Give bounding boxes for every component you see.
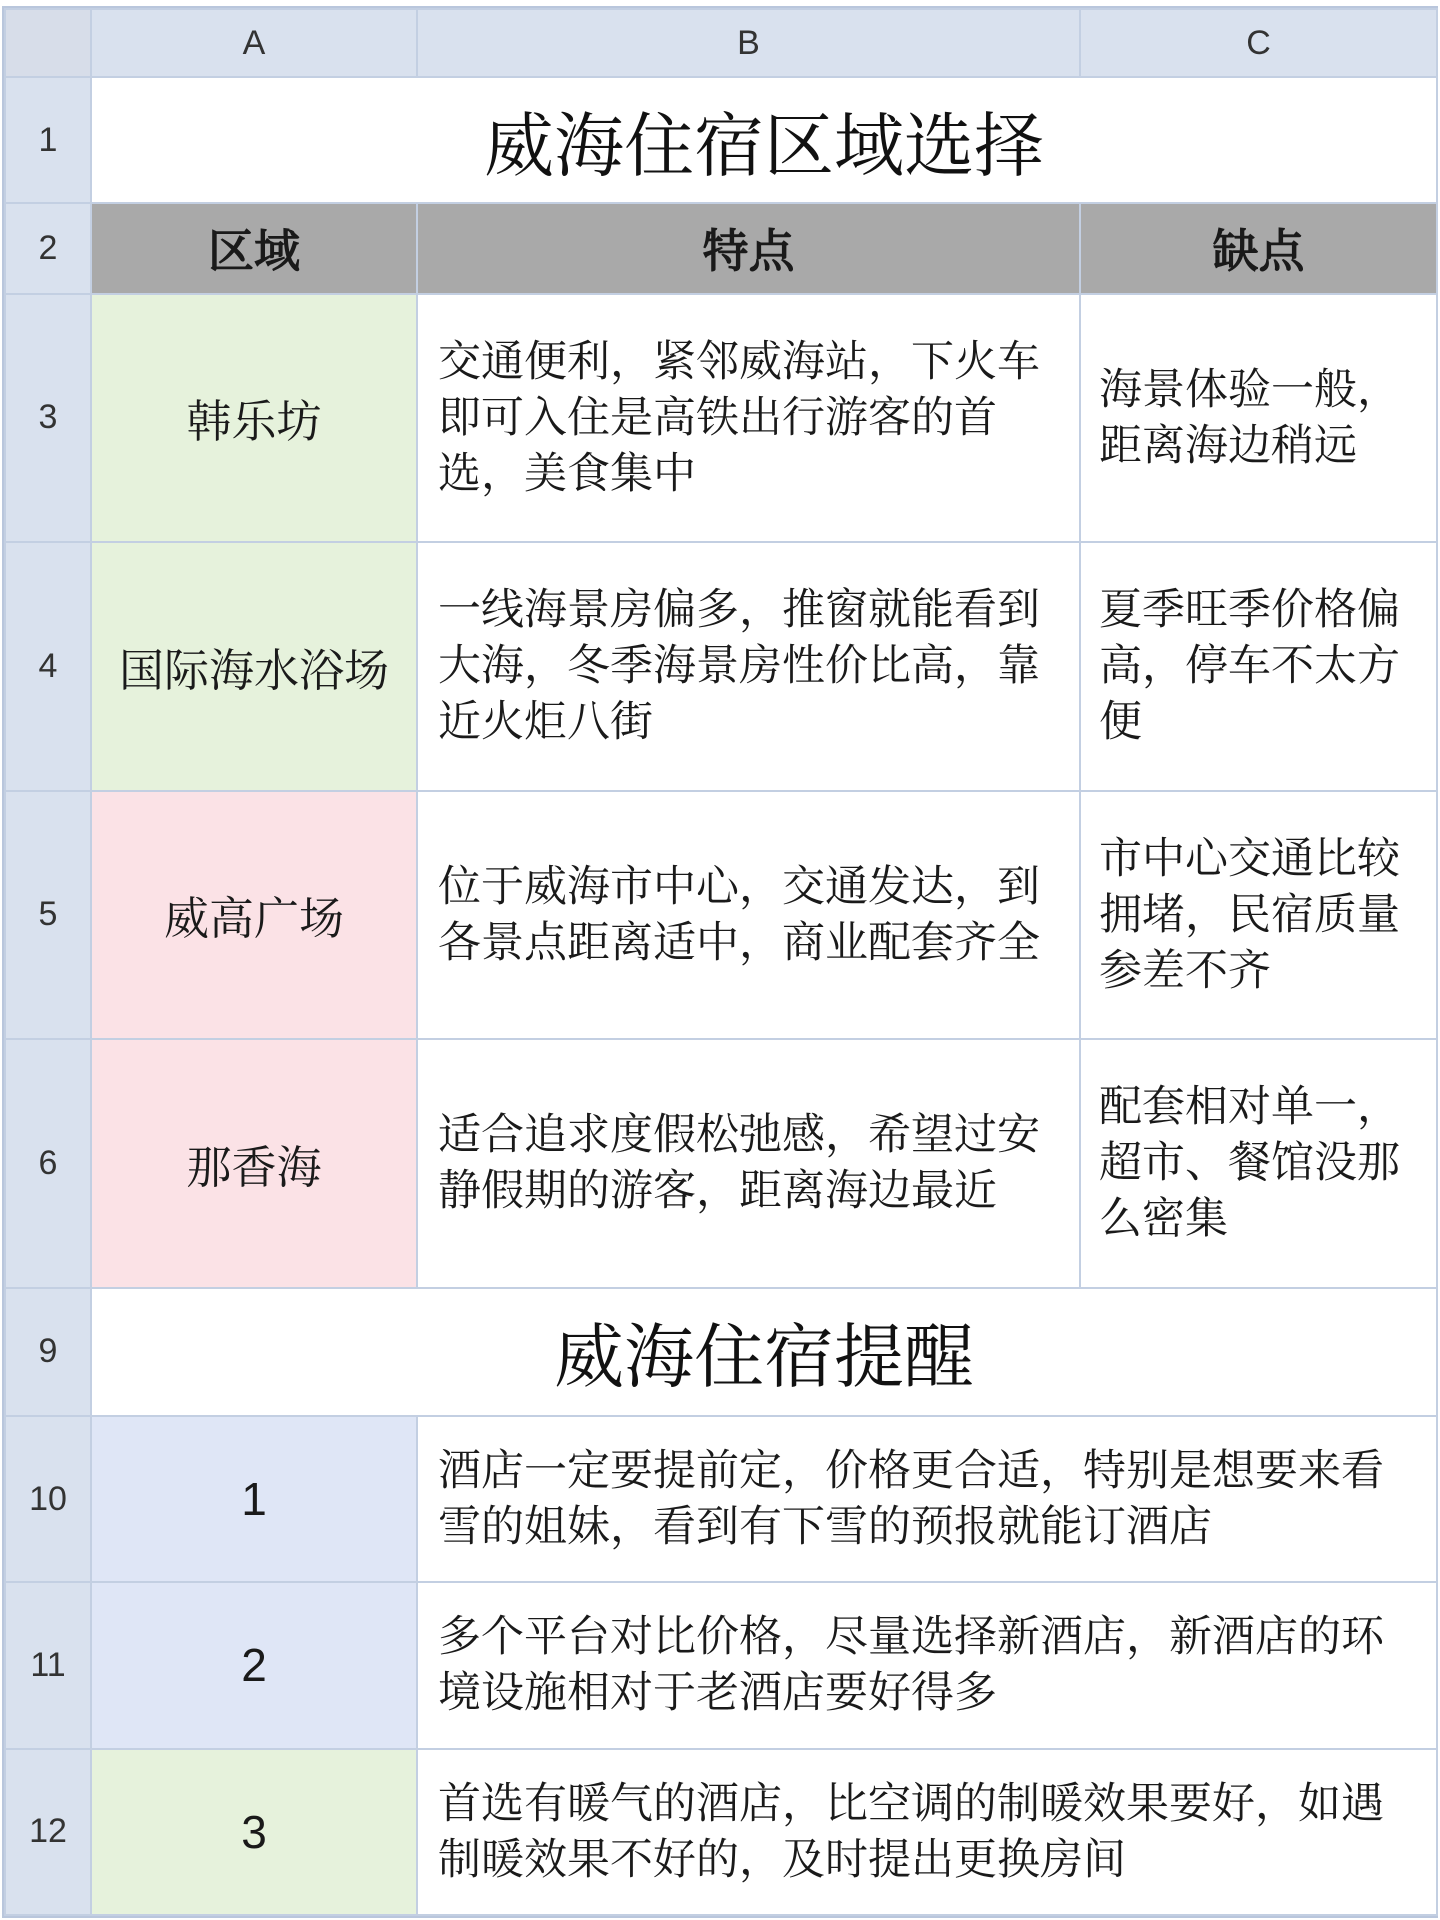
area-name-cell[interactable]: 国际海水浴场: [91, 542, 417, 791]
area-features-cell[interactable]: 一线海景房偏多，推窗就能看到大海，冬季海景房性价比高，靠近火炬八街: [417, 542, 1080, 791]
select-all-corner[interactable]: [5, 9, 91, 77]
area-drawbacks-cell[interactable]: 配套相对单一，超市、餐馆没那么密集: [1080, 1039, 1437, 1288]
row-header-9[interactable]: 9: [5, 1288, 91, 1416]
tip-number-cell[interactable]: 1: [91, 1416, 417, 1582]
spreadsheet: [2, 6, 1438, 1918]
column-header-c[interactable]: C: [1080, 9, 1437, 77]
area-drawbacks-cell[interactable]: 夏季旺季价格偏高，停车不太方便: [1080, 542, 1437, 791]
column-header-a[interactable]: A: [91, 9, 417, 77]
area-drawbacks-cell[interactable]: 海景体验一般，距离海边稍远: [1080, 294, 1437, 543]
header-features[interactable]: 特点: [417, 203, 1080, 293]
row-header-11[interactable]: 11: [5, 1582, 91, 1748]
area-name-cell[interactable]: 那香海: [91, 1039, 417, 1288]
area-features-cell[interactable]: 适合追求度假松弛感，希望过安静假期的游客，距离海边最近: [417, 1039, 1080, 1288]
spreadsheet-grid: [4, 8, 1438, 1916]
area-drawbacks-cell[interactable]: 市中心交通比较拥堵，民宿质量参差不齐: [1080, 791, 1437, 1040]
row-header-1[interactable]: 1: [5, 77, 91, 203]
row-header-3[interactable]: 3: [5, 294, 91, 543]
area-features-cell[interactable]: 位于威海市中心，交通发达，到各景点距离适中，商业配套齐全: [417, 791, 1080, 1040]
tip-number-cell[interactable]: 2: [91, 1582, 417, 1748]
row-header-4[interactable]: 4: [5, 542, 91, 791]
area-name-cell[interactable]: 韩乐坊: [91, 294, 417, 543]
title-area-selection[interactable]: 威海住宿区域选择: [91, 77, 1437, 203]
row-header-6[interactable]: 6: [5, 1039, 91, 1288]
area-name-cell[interactable]: 威高广场: [91, 791, 417, 1040]
header-drawbacks[interactable]: 缺点: [1080, 203, 1437, 293]
area-features-cell[interactable]: 交通便利，紧邻威海站，下火车即可入住是高铁出行游客的首选，美食集中: [417, 294, 1080, 543]
column-header-b[interactable]: B: [417, 9, 1080, 77]
row-header-5[interactable]: 5: [5, 791, 91, 1040]
tip-text-cell[interactable]: 首选有暖气的酒店，比空调的制暖效果要好，如遇制暖效果不好的，及时提出更换房间: [417, 1749, 1437, 1915]
row-header-10[interactable]: 10: [5, 1416, 91, 1582]
header-area[interactable]: 区域: [91, 203, 417, 293]
tip-number-cell[interactable]: 3: [91, 1749, 417, 1915]
row-header-12[interactable]: 12: [5, 1749, 91, 1915]
title-tips[interactable]: 威海住宿提醒: [91, 1288, 1437, 1416]
row-header-2[interactable]: 2: [5, 203, 91, 293]
tip-text-cell[interactable]: 多个平台对比价格，尽量选择新酒店，新酒店的环境设施相对于老酒店要好得多: [417, 1582, 1437, 1748]
tip-text-cell[interactable]: 酒店一定要提前定，价格更合适，特别是想要来看雪的姐妹，看到有下雪的预报就能订酒店: [417, 1416, 1437, 1582]
